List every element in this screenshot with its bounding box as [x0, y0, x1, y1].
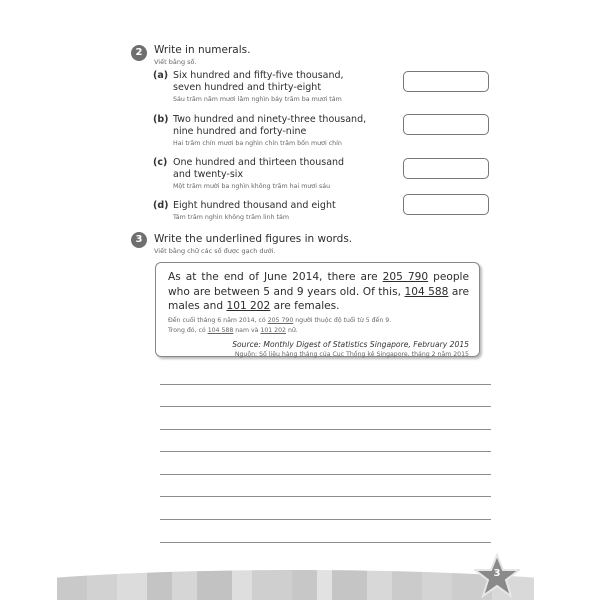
- item-text: seven hundred and thirty-eight: [173, 82, 322, 93]
- item-label: (b): [153, 114, 169, 125]
- question-3-subtitle: Viết bằng chữ các số được gạch dưới.: [154, 247, 276, 255]
- underlined-number: 104 588: [404, 285, 449, 298]
- passage-text: As at the end of June 2014, there are 205 790 people who are between 5 and 9 years old. Of this, 104 588 are males and 101 202 are females.: [168, 271, 470, 312]
- item-label: (a): [153, 70, 169, 81]
- passage-viet-line2: Trong đó, có 104 588 nam và 101 202 nữ.: [168, 326, 298, 334]
- underlined-number: 101 202: [226, 300, 271, 312]
- answer-line-7[interactable]: [160, 519, 491, 520]
- item-viet: Sáu trăm năm mươi lăm nghìn bảy trăm ba mươi tám: [173, 96, 342, 103]
- footer-decoration: [57, 570, 534, 600]
- answer-box-b[interactable]: [403, 114, 489, 135]
- page-number: 3: [493, 568, 501, 579]
- source-citation-viet: Nguồn: Số liệu hàng tháng của Cục Thống kê Singapore, tháng 2 năm 2015: [234, 350, 469, 358]
- page-number-star: [474, 553, 520, 599]
- answer-box-c[interactable]: [403, 158, 489, 179]
- question-3-title: Write the underlined figures in words.: [154, 233, 353, 245]
- item-text: and twenty-six: [173, 169, 244, 180]
- answer-line-6[interactable]: [160, 496, 491, 497]
- item-viet: Một trăm mười ba nghìn không trăm hai mươi sáu: [173, 183, 331, 190]
- answer-line-1[interactable]: [160, 384, 491, 385]
- item-text: nine hundred and forty-nine: [173, 126, 307, 137]
- item-viet: Tám trăm nghìn không trăm linh tám: [173, 214, 290, 221]
- question-2-title: Write in numerals.: [154, 44, 251, 56]
- answer-line-3[interactable]: [160, 429, 491, 430]
- question-2-badge: 2: [131, 45, 147, 61]
- item-text: Eight hundred thousand and eight: [173, 200, 336, 211]
- question-2-subtitle: Viết bằng số.: [154, 58, 197, 66]
- answer-line-2[interactable]: [160, 406, 491, 407]
- underlined-number: 205 790: [382, 271, 429, 283]
- item-label: (d): [153, 200, 169, 211]
- item-text: Six hundred and fifty-five thousand,: [173, 70, 344, 81]
- item-label: (c): [153, 157, 168, 168]
- answer-line-4[interactable]: [160, 451, 491, 452]
- question-3-badge: 3: [131, 232, 147, 248]
- answer-box-d[interactable]: [403, 194, 489, 215]
- item-viet: Hai trăm chín mươi ba nghìn chín trăm bốn mươi chín: [173, 140, 342, 147]
- passage-box: [155, 262, 480, 357]
- source-citation: Source: Monthly Digest of Statistics Singapore, February 2015: [232, 339, 469, 349]
- item-text: One hundred and thirteen thousand: [173, 157, 345, 168]
- item-text: Two hundred and ninety-three thousand,: [173, 114, 367, 125]
- answer-line-8[interactable]: [160, 542, 491, 543]
- answer-box-a[interactable]: [403, 71, 489, 92]
- passage-viet-line1: Đến cuối tháng 6 năm 2014, có 205 790 người thuộc độ tuổi từ 5 đến 9.: [168, 316, 392, 324]
- answer-line-5[interactable]: [160, 474, 491, 475]
